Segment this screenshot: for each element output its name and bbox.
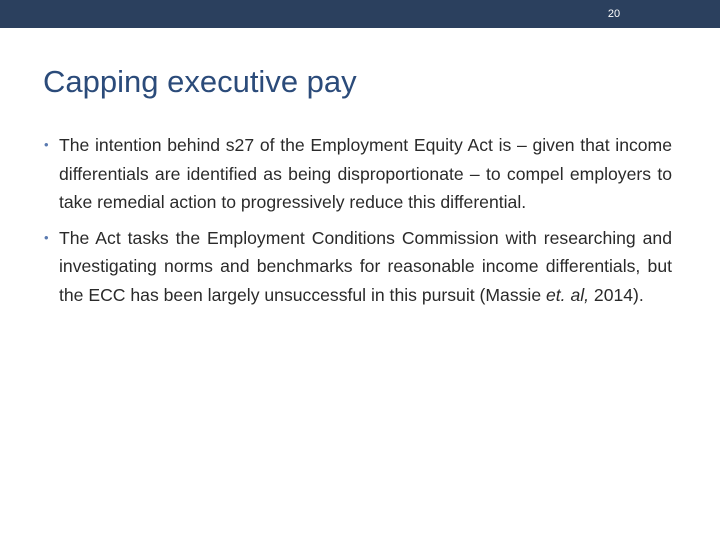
slide-title: Capping executive pay — [43, 64, 357, 99]
bullet-text: The intention behind s27 of the Employment Equity Act is – given that income differentials are identified as being disproportionate – to compel employers to take remedial action to progressively reduce this differential. — [59, 135, 672, 213]
slide-number: 20 — [607, 8, 621, 20]
bullet-icon: • — [44, 137, 49, 152]
bullet-text-end: 2014). — [589, 284, 644, 305]
bullet-text-main: The Act tasks the Employment Conditions Commission with researching and investigating norms and benchmarks for reasonable income differentials, but the ECC has been largely unsuccessful in this pursuit (Massie — [59, 227, 672, 305]
bullet-list — [44, 131, 672, 310]
bullet-text — [59, 228, 672, 305]
bullet-item — [44, 224, 672, 310]
citation-et-al: et. al, — [546, 284, 590, 305]
bullet-icon: • — [44, 229, 49, 245]
slide-header-bar — [0, 0, 720, 28]
bullet-item — [44, 131, 672, 217]
